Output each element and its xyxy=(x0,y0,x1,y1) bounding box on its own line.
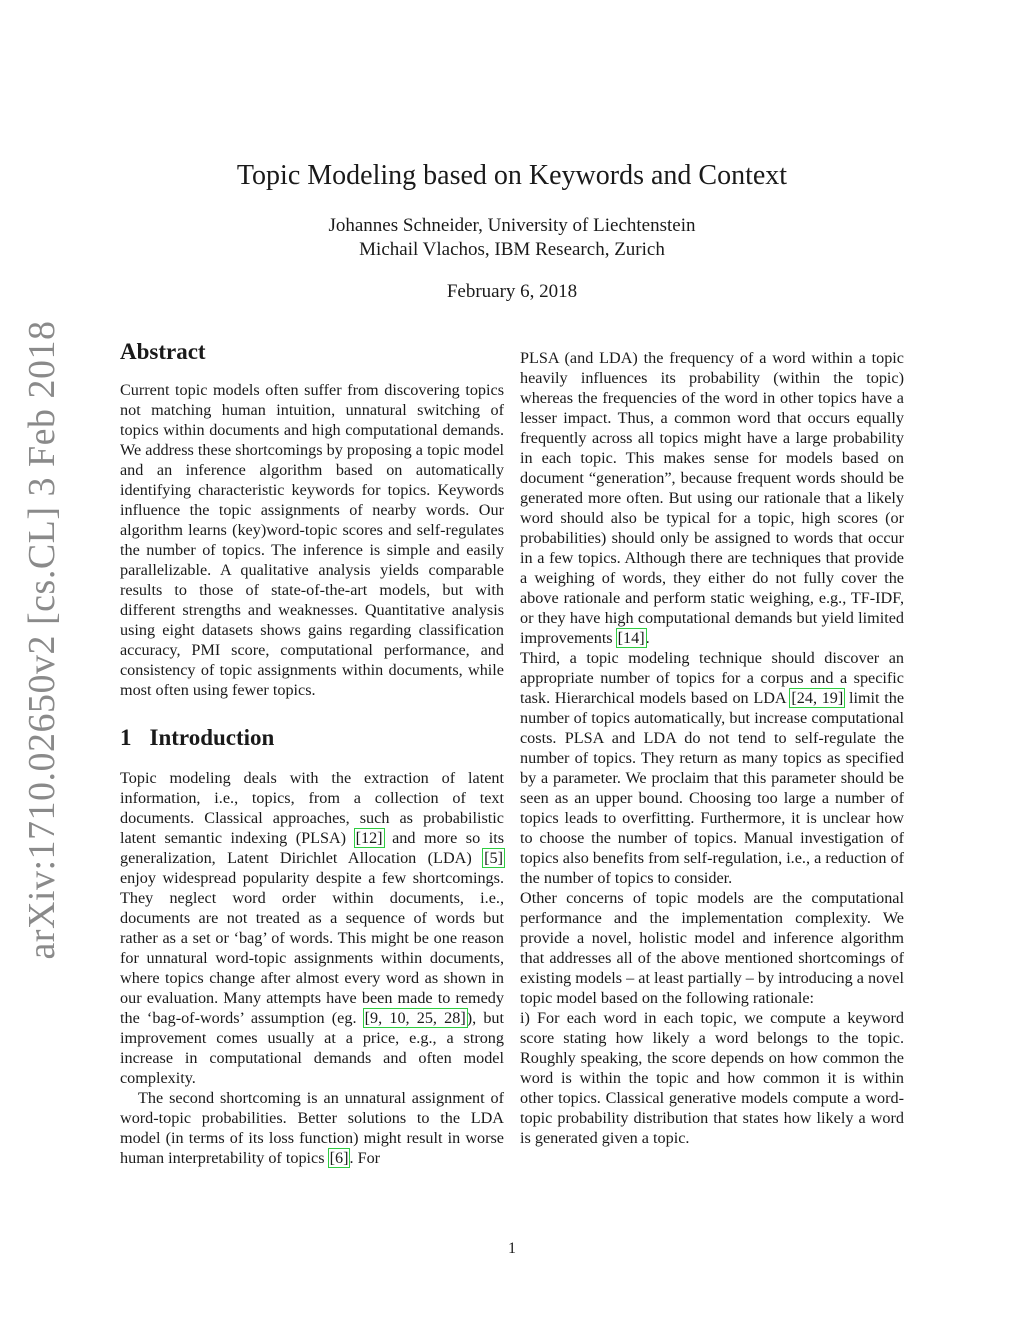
intro-paragraph-2 xyxy=(120,1088,504,1168)
text-run: enjoy widespread popularity despite a few shortcomings. They neglect word order within documents, i.e., documents are not treated as a sequence of words but rather as a set or ‘bag’ of words. This might be one reason for unnatural word-topic assignments within documents, where topics change after almost every word as shown in our evaluation. Many attempts have been made to remedy the ‘bag-of-words’ assumption (eg. xyxy=(120,869,504,1027)
introduction-heading xyxy=(120,725,504,750)
citation-link[interactable]: [12] xyxy=(355,829,383,847)
citation-link[interactable]: [5] xyxy=(484,849,503,867)
text-run: Third, a topic modeling technique should discover an appropriate number of topics for a corpus and a specific task. Hierarchical models based on LDA xyxy=(520,649,904,707)
intro-paragraph-3 xyxy=(520,348,904,648)
citation-link[interactable]: [24, 19] xyxy=(791,689,844,707)
text-run: ), but improvement comes usually at a price, e.g., a strong increase in computational demands and often model complexity. xyxy=(120,1009,504,1087)
abstract-text: Current topic models often suffer from discovering topics not matching human intuition, unnatural switching of topics within documents and high computational demands. We address these shortcomings by proposing a topic model and an inference algorithm based on automatically identifying characteristic keywords for topics. Keywords influence the topic assignments of nearby words. Our algorithm learns (key)word-topic scores and self-regulates the number of topics. The inference is simple and easily parallelizable. A qualitative analysis yields comparable results to those of state-of-the-art models, but with different strengths and weaknesses. Quantitative analysis using eight datasets shows gains regarding classification accuracy, PMI score, computational performance, and consistency of topic assignments within documents, while most often using fewer topics. xyxy=(120,381,504,699)
text-run: and more so its generalization, Latent Dirichlet Allocation (LDA) xyxy=(120,829,504,867)
text-run: The second shortcoming is an unnatural assignment of word-topic probabilities. Better solutions to the LDA model (in terms of its loss function) might result in worse human interpretability of topics xyxy=(120,1089,504,1167)
right-column xyxy=(520,348,904,1148)
section-title: Introduction xyxy=(149,725,275,750)
text-run: . For xyxy=(349,1149,381,1167)
paper-title: Topic Modeling based on Keywords and Context xyxy=(236,160,788,191)
paper-header xyxy=(0,160,1024,303)
intro-paragraph-6: i) For each word in each topic, we compute a keyword score stating how likely a word belongs to the topic. Roughly speaking, the score depends on how common the word is within the topic and how common it is within other topics. Classical generative models compute a word-topic probability distribution that states how likely a word is generated given a topic. xyxy=(520,1009,904,1147)
section-number: 1 xyxy=(120,725,132,750)
intro-paragraph-5: Other concerns of topic models are the computational performance and the implementation complexity. We provide a novel, holistic model and inference algorithm that addresses all of the above mentioned shortcomings of existing models – at least partially – by introducing a novel topic model based on the following rationale: xyxy=(520,889,904,1007)
citation-link[interactable]: [6] xyxy=(329,1149,349,1167)
text-run: PLSA (and LDA) the frequency of a word within a topic heavily influences its probability (within the topic) whereas the frequencies of the word in other topics have a lesser impact. Thus, a common word that occurs equally frequently across all topics might have a large probability in each topic. This makes sense for models based on document “generation”, because frequent words should be generated more often. But using our rationale that a likely word should also be typical for a topic, high scores (or probabilities) should only be assigned to words that occur in a few topics. Although there are techniques that provide a weighing of words, they either do not fully cover the above rationale and perform static weighing, e.g., TF-IDF, or they have high computational demands but yield limited improvements xyxy=(520,349,904,647)
page-number: 1 xyxy=(508,1240,516,1257)
citation-link[interactable]: [9, 10, 25, 28] xyxy=(364,1009,466,1027)
paper-date: February 6, 2018 xyxy=(446,281,578,302)
text-run: Topic modeling deals with the extraction of latent information, i.e., topics, from a collection of text documents. Classical approaches, such as probabilistic latent semantic indexing (PLSA) xyxy=(120,769,504,847)
author-line-1: Johannes Schneider, University of Liechtenstein xyxy=(328,215,696,236)
intro-paragraph-4 xyxy=(520,648,904,888)
citation-link[interactable]: [14] xyxy=(617,629,645,647)
text-run: . xyxy=(645,629,650,647)
intro-paragraph-1 xyxy=(120,768,504,1088)
text-run: limit the number of topics automatically, but increase computational costs. PLSA and LDA do not tend to self-regulate the number of topics. They return as many topics as specified by a parameter. We proclaim that this parameter should be seen as an upper bound. Choosing too large a number of topics leads to overfitting. Furthermore, it is unclear how to choose the number of topics. Manual investigation of topics also benefits from self-regulation, i.e., a reduction of the number of topics to consider. xyxy=(520,689,905,887)
arxiv-sidebar-label: arXiv:1710.02650v2 [cs.CL] 3 Feb 2018 xyxy=(21,320,63,960)
author-line-2: Michail Vlachos, IBM Research, Zurich xyxy=(359,239,665,260)
left-column xyxy=(120,338,504,1168)
abstract-heading: Abstract xyxy=(120,339,206,364)
